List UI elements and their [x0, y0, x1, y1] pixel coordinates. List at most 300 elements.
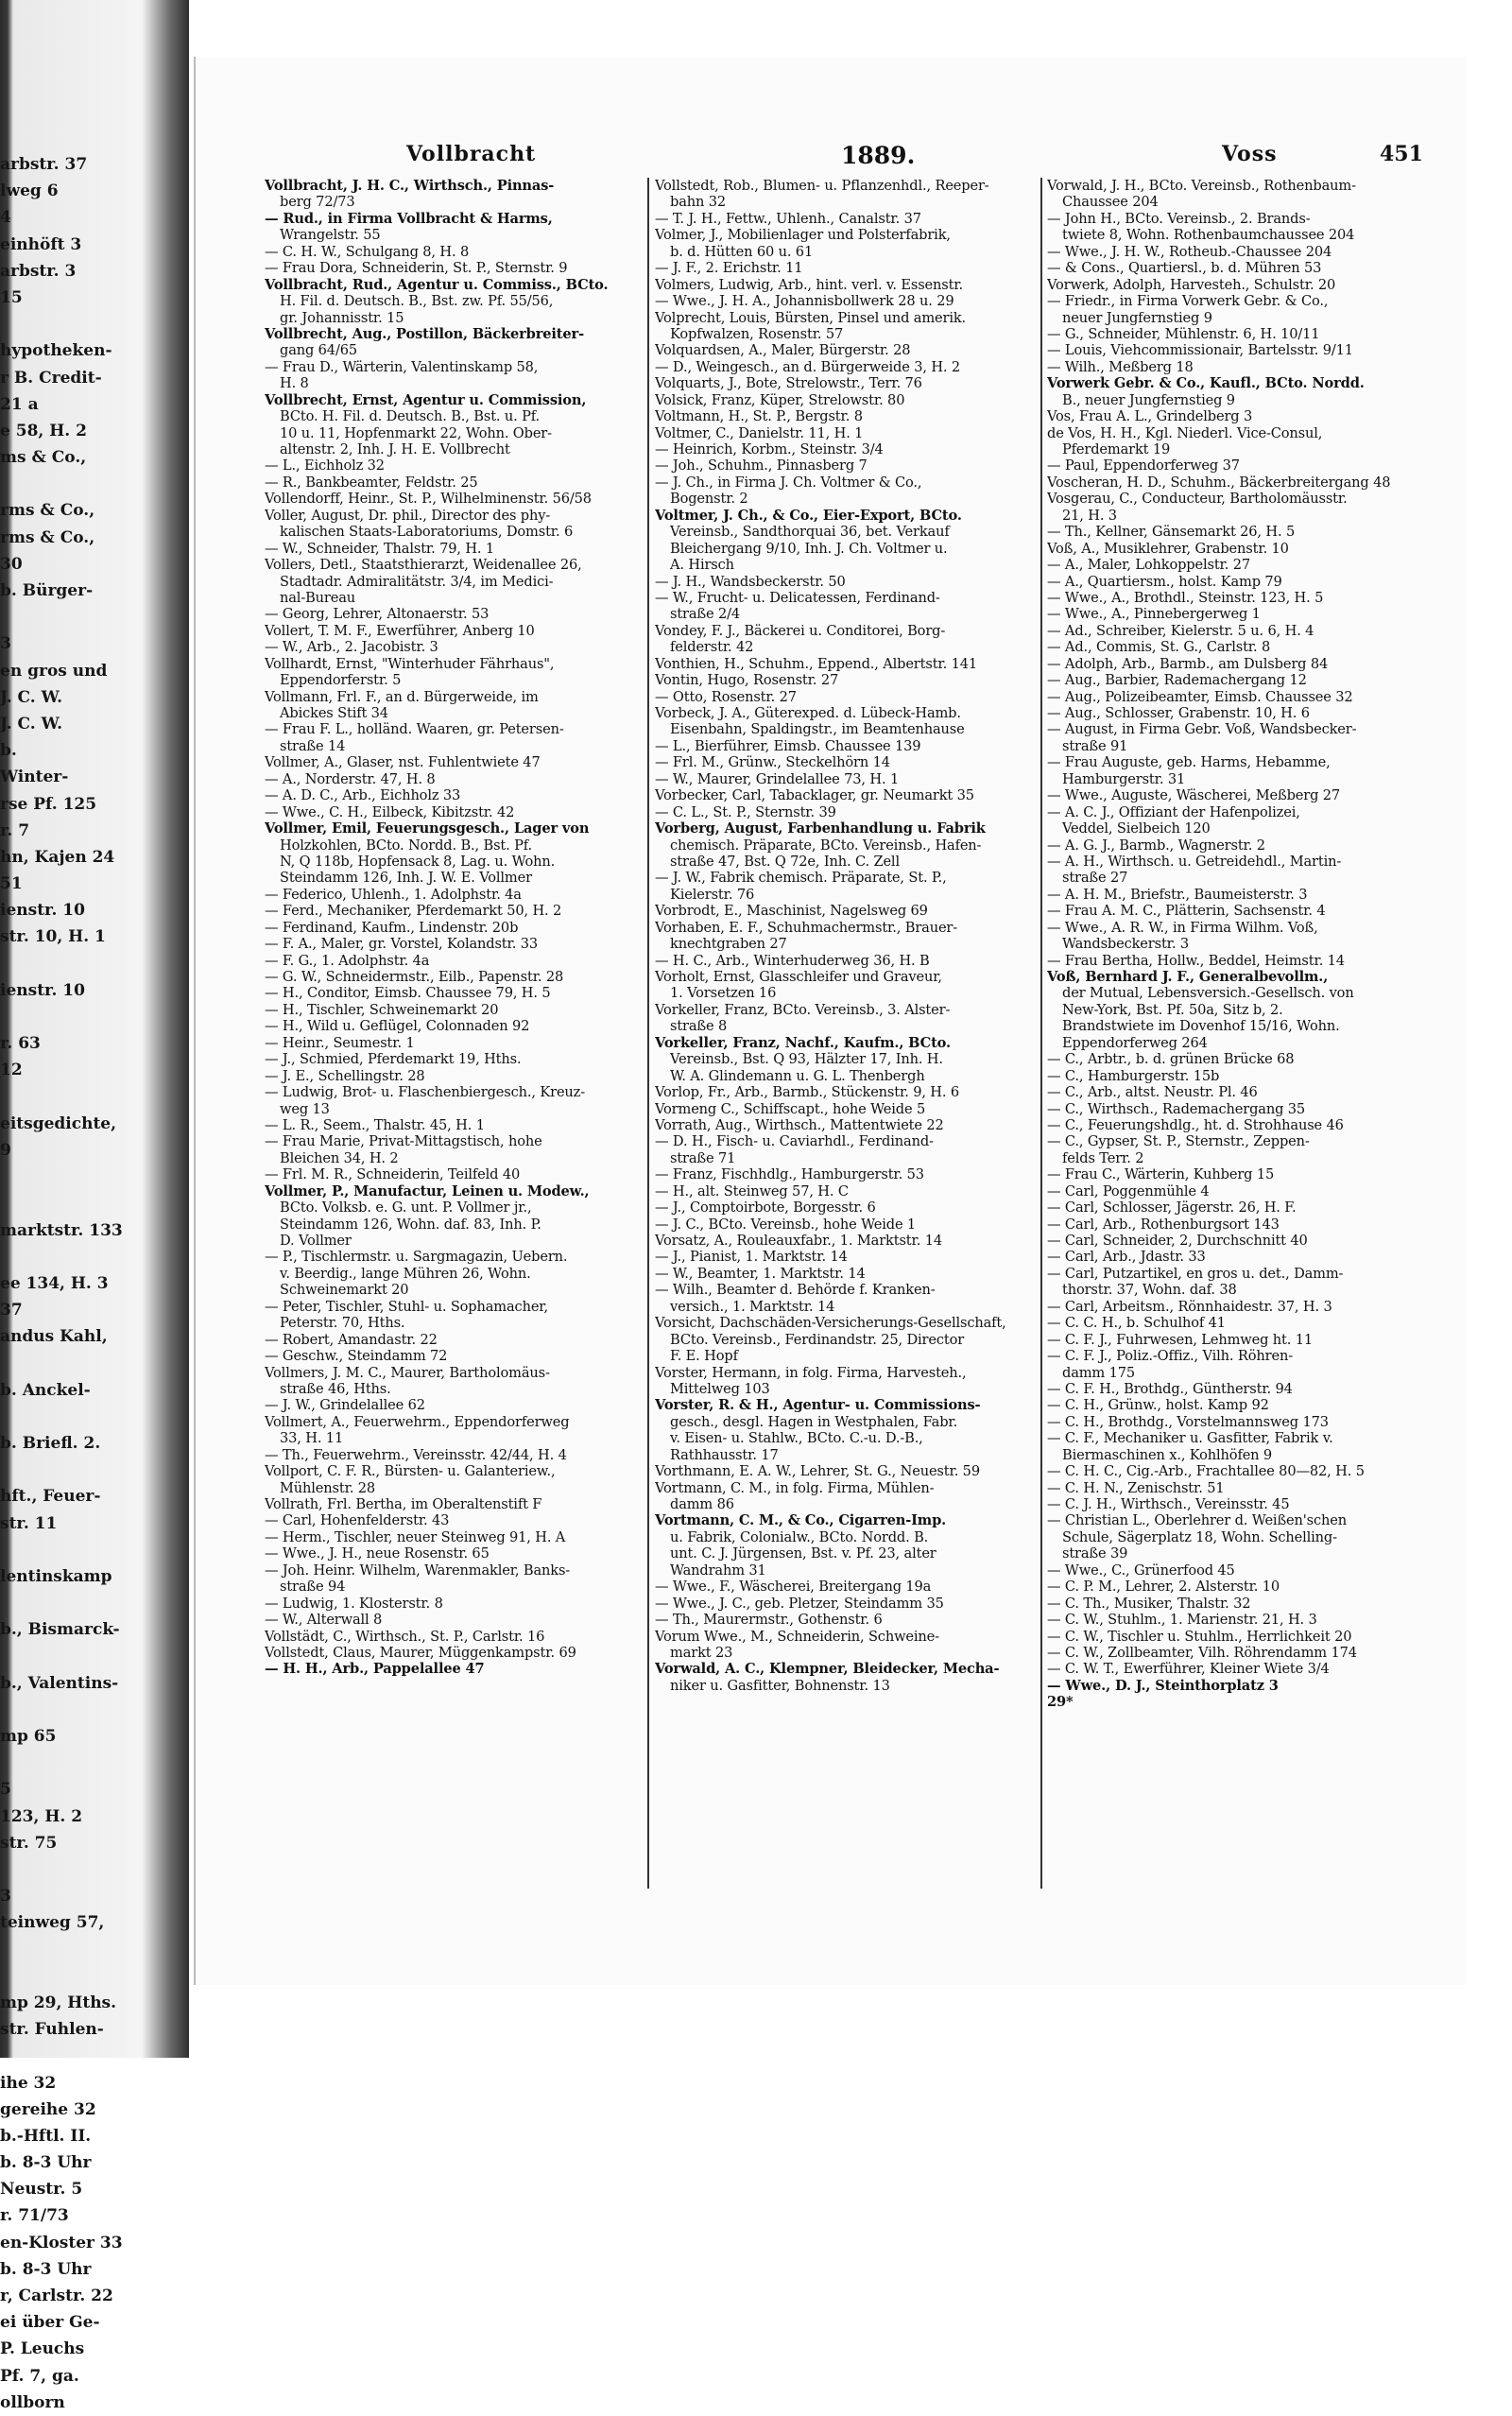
margin-fragment: 123, H. 2: [0, 1806, 83, 1826]
margin-fragment: b., Valentins-: [0, 1673, 119, 1693]
margin-fragment: [0, 1963, 175, 1990]
directory-entry: — & Cons., Quartiersl., b. d. Mühren 53: [1047, 260, 1322, 277]
directory-entry: — Geschw., Steindamm 72: [265, 1348, 448, 1365]
directory-entry: Vollbrecht, Ernst, Agentur u. Commission,: [265, 391, 587, 408]
directory-entry: Vorwald, J. H., BCto. Vereinsb., Rothenbaum-: [1047, 178, 1356, 194]
directory-entry: Vorbrodt, E., Maschinist, Nagelsweg 69: [655, 903, 928, 920]
directory-entry: — C. F. J., Fuhrwesen, Lehmweg ht. 11: [1047, 1331, 1313, 1348]
entry-continuation-line: gang 64/65: [280, 342, 357, 359]
entry-continuation-line: Steindamm 126, Wohn. daf. 83, Inh. P.: [280, 1216, 541, 1233]
directory-entry: — Aug., Barbier, Rademachergang 12: [1047, 672, 1307, 689]
directory-entry: — C., Wirthsch., Rademachergang 35: [1047, 1100, 1306, 1117]
directory-entry: — Ferd., Mechaniker, Pferdemarkt 50, H. 2: [265, 903, 562, 920]
directory-entry: — Wwe., Auguste, Wäscherei, Meßberg 27: [1047, 787, 1341, 804]
directory-entry: — H., Wild u. Geflügel, Colonnaden 92: [265, 1018, 530, 1035]
directory-entry: — Th., Kellner, Gänsemarkt 26, H. 5: [1047, 524, 1296, 541]
margin-fragment: r, Carlstr. 22: [0, 2287, 113, 2305]
directory-entry: — Carl, Poggenmühle 4: [1047, 1182, 1210, 1199]
entry-continuation-line: N, Q 118b, Hopfensack 8, Lag. u. Wohn.: [280, 853, 556, 870]
margin-fragment: Winter-: [0, 768, 69, 787]
entry-continuation-line: BCto. Volksb. e. G. unt. P. Vollmer jr.,: [280, 1199, 532, 1217]
directory-entry: Vonthien, H., Schuhm., Eppend., Albertstr. 141: [655, 655, 978, 672]
directory-entry: — A., Norderstr. 47, H. 8: [265, 770, 436, 787]
directory-entry: — Wwe., J. C., geb. Pletzer, Steindamm 35: [655, 1595, 944, 1612]
entry-continuation-line: Biermaschinen x., Kohlhöfen 9: [1062, 1446, 1273, 1463]
entry-continuation-line: F. E. Hopf: [670, 1348, 738, 1365]
entry-continuation-line: knechtgraben 27: [670, 936, 787, 953]
directory-entry: — A. C. J., Offiziant der Hafenpolizei,: [1047, 803, 1300, 820]
directory-entry: — L., Eichholz 32: [265, 457, 385, 475]
entry-continuation-line: straße 46, Hths.: [280, 1380, 391, 1397]
margin-fragment: [0, 1164, 175, 1190]
directory-entry: — F. A., Maler, gr. Vorstel, Kolandstr. 33: [265, 936, 538, 953]
entry-continuation-line: Vereinsb., Bst. Q 93, Hälzter 17, Inh. H.: [670, 1051, 943, 1068]
margin-fragment: teinweg 57,: [0, 1913, 105, 1933]
entry-continuation-line: Chaussee 204: [1062, 194, 1159, 211]
directory-entry: — Th., Feuerwehrm., Vereinsstr. 42/44, H. 4: [265, 1446, 567, 1463]
directory-entry: — Frau Bertha, Hollw., Beddel, Heimstr. 14: [1047, 952, 1345, 969]
directory-entry: de Vos, H. H., Kgl. Niederl. Vice-Consul,: [1047, 424, 1323, 441]
directory-entry: — Carl, Arbeitsm., Rönnhaidestr. 37, H. 3: [1047, 1298, 1332, 1315]
directory-entry: — Georg, Lehrer, Altonaerstr. 53: [265, 606, 490, 623]
entry-continuation-line: straße 91: [1062, 737, 1128, 754]
directory-entry: — Wwe., C., Grünerfood 45: [1047, 1562, 1235, 1579]
directory-entry: — Heinr., Seumestr. 1: [265, 1034, 415, 1051]
entry-continuation-line: 33, H. 11: [280, 1430, 344, 1447]
entry-continuation-line: weg 13: [280, 1100, 330, 1117]
directory-entry: Vollbrecht, Aug., Postillon, Bäckerbreiter-: [265, 325, 584, 342]
entry-continuation-line: Wandsbeckerstr. 3: [1062, 936, 1190, 953]
directory-entry: — J. Ch., in Firma J. Ch. Voltmer & Co.,: [655, 474, 922, 491]
entry-continuation-line: damm 86: [670, 1496, 734, 1512]
margin-fragment: 15: [0, 287, 23, 307]
directory-entry: — Joh. Heinr. Wilhelm, Warenmakler, Banks-: [265, 1562, 571, 1579]
margin-fragment: [0, 1084, 175, 1111]
directory-entry: — Paul, Eppendorferweg 37: [1047, 457, 1240, 475]
directory-entry: Vollmer, A., Glaser, nst. Fuhlentwiete 47: [265, 754, 541, 771]
scan-top-margin: [0, 0, 1512, 36]
directory-entry: Vortmann, C. M., in folg. Firma, Mühlen-: [655, 1479, 935, 1496]
directory-entry: Vollport, C. F. R., Bürsten- u. Galanteriew.,: [265, 1463, 556, 1480]
directory-entry: — A. G. J., Barmb., Wagnerstr. 2: [1047, 837, 1265, 854]
directory-entry: Vorkeller, Franz, Nachf., Kaufm., BCto.: [655, 1034, 951, 1051]
margin-fragment: [0, 471, 175, 497]
directory-entry: — C., Feuerungshdlg., ht. d. Strohhause 46: [1047, 1116, 1344, 1133]
margin-fragment: ms & Co.,: [0, 448, 87, 468]
directory-entry: — Frau Auguste, geb. Harms, Hebamme,: [1047, 754, 1331, 771]
margin-fragment: 37: [0, 1301, 23, 1320]
directory-entry: — C. F. J., Poliz.-Offiz., Vilh. Röhren-: [1047, 1348, 1293, 1365]
margin-fragment: b.: [0, 741, 17, 761]
entry-continuation-line: Eppendorferstr. 5: [280, 672, 402, 689]
directory-entry: — Wwe., F., Wäscherei, Breitergang 19a: [655, 1579, 932, 1596]
column-divider-2: [1040, 178, 1042, 1889]
margin-fragment: arbstr. 37: [0, 155, 88, 174]
margin-fragment: 12: [0, 1061, 23, 1080]
directory-entry: — Adolph, Arb., Barmb., am Dulsberg 84: [1047, 655, 1329, 672]
entry-continuation-line: straße 27: [1062, 870, 1128, 887]
directory-entry: — Wwe., C. H., Eilbeck, Kibitzstr. 42: [265, 803, 515, 820]
directory-entry: — C. H., Brothdg., Vorstelmannsweg 173: [1047, 1413, 1329, 1430]
margin-fragment: 4: [0, 208, 11, 228]
entry-continuation-line: Abickes Stift 34: [280, 705, 388, 721]
directory-entry: — C., Hamburgerstr. 15b: [1047, 1067, 1220, 1084]
directory-entry: — W., Beamter, 1. Marktstr. 14: [655, 1265, 866, 1282]
margin-fragment: [0, 604, 175, 630]
directory-entry: Vollmer, P., Manufactur, Leinen u. Modew.,: [265, 1182, 590, 1199]
directory-entry: Vollmer, Emil, Feuerungsgesch., Lager von: [265, 820, 590, 837]
directory-entry: — Frau D., Wärterin, Valentinskamp 58,: [265, 358, 539, 375]
entry-continuation-line: gr. Johannisstr. 15: [280, 309, 404, 326]
directory-entry: — C. F., Mechaniker u. Gasfitter, Fabrik v.: [1047, 1430, 1333, 1447]
directory-entry: Vorholt, Ernst, Glasschleifer und Graveur,: [655, 969, 942, 985]
entry-continuation-line: B., neuer Jungfernstieg 9: [1062, 391, 1235, 408]
directory-entry: Vorsicht, Dachschäden-Versicherungs-Gesellschaft,: [655, 1315, 1006, 1332]
margin-fragment: J. C. W.: [0, 687, 62, 707]
margin-fragment: b.-Hftl. II.: [0, 2126, 92, 2146]
directory-entry: — Wwe., A. R. W., in Firma Wilhm. Voß,: [1047, 919, 1318, 936]
margin-fragment: ienstr. 10: [0, 980, 85, 1000]
directory-entry: Vollmers, J. M. C., Maurer, Bartholomäus-: [265, 1364, 550, 1381]
directory-entry: — Carl, Hohenfelderstr. 43: [265, 1512, 450, 1529]
directory-entry: Vollmann, Frl. F., an d. Bürgerweide, im: [265, 688, 539, 705]
directory-entry: — C. W. T., Ewerführer, Kleiner Wiete 3/4: [1047, 1661, 1330, 1678]
directory-entry: — J. F., 2. Erichstr. 11: [655, 260, 803, 277]
directory-entry: — Christian L., Oberlehrer d. Weißen'schen: [1047, 1512, 1347, 1529]
directory-entry: Vollbracht, Rud., Agentur u. Commiss., BCto.: [265, 276, 609, 293]
entry-continuation-line: Wandrahm 31: [670, 1562, 766, 1579]
entry-continuation-line: berg 72/73: [280, 194, 355, 211]
directory-entry: — A. D. C., Arb., Eichholz 33: [265, 787, 461, 804]
directory-entry: — R., Bankbeamter, Feldstr. 25: [265, 474, 478, 491]
margin-fragment: 3: [0, 1887, 11, 1907]
directory-entry: Voltmann, H., St. P., Bergstr. 8: [655, 408, 863, 425]
directory-entry: — C. Th., Musiker, Thalstr. 32: [1047, 1595, 1251, 1612]
margin-fragment: hypotheken-: [0, 341, 112, 361]
margin-fragment: rms & Co.,: [0, 501, 95, 521]
directory-entry: Volmer, J., Mobilienlager und Polsterfabrik,: [655, 227, 951, 244]
running-head-year: 1889.: [841, 142, 916, 169]
directory-entry: Voller, August, Dr. phil., Director des phy-: [265, 507, 551, 524]
directory-entry: Voß, A., Musiklehrer, Grabenstr. 10: [1047, 540, 1289, 557]
directory-entry: — Frl. M. R., Schneiderin, Teilfeld 40: [265, 1166, 521, 1183]
entry-continuation-line: versich., 1. Marktstr. 14: [670, 1298, 835, 1315]
directory-entry: — Joh., Schuhm., Pinnasberg 7: [655, 457, 868, 475]
margin-fragment: ollborn: [0, 2392, 65, 2412]
entry-continuation-line: straße 94: [280, 1579, 346, 1596]
entry-continuation-line: Schweinemarkt 20: [280, 1282, 409, 1299]
margin-fragment: rse Pf. 125: [0, 794, 97, 814]
margin-fragment: [0, 1856, 175, 1883]
directory-entry: Vorster, Hermann, in folg. Firma, Harvesteh.,: [655, 1364, 967, 1381]
directory-entry: Vorwald, A. C., Klempner, Bleidecker, Mecha-: [655, 1661, 1000, 1678]
entry-continuation-line: A. Hirsch: [670, 557, 734, 574]
entry-continuation-line: H. Fil. d. Deutsch. B., Bst. zw. Pf. 55/56,: [280, 293, 554, 310]
directory-entry: — Wwe., A., Pinnebergerweg 1: [1047, 606, 1261, 623]
directory-entry: Vorkeller, Franz, BCto. Vereinsb., 3. Alster-: [655, 1001, 951, 1018]
directory-entry: — C., Gypser, St. P., Sternstr., Zeppen-: [1047, 1133, 1310, 1150]
margin-fragment: 30: [0, 554, 23, 574]
margin-fragment: [0, 1750, 175, 1776]
margin-fragment: mp 65: [0, 1727, 57, 1747]
entry-continuation-line: W. A. Glindemann u. G. L. Thenbergh: [670, 1067, 925, 1084]
directory-entry: Vos, Frau A. L., Grindelberg 3: [1047, 408, 1253, 425]
entry-continuation-line: straße 39: [1062, 1545, 1128, 1562]
directory-entry: — H. H., Arb., Pappelallee 47: [265, 1661, 485, 1678]
entry-continuation-line: straße 71: [670, 1149, 736, 1166]
directory-entry: — Rud., in Firma Vollbracht & Harms,: [265, 210, 553, 227]
entry-continuation-line: neuer Jungfernstieg 9: [1062, 309, 1212, 326]
running-head-right: Voss: [1222, 142, 1278, 166]
directory-entry: — Herm., Tischler, neuer Steinweg 91, H. A: [265, 1528, 566, 1545]
margin-fragment: [0, 311, 175, 337]
directory-entry: Vortmann, C. M., & Co., Cigarren-Imp.: [655, 1512, 947, 1529]
directory-entry: — August, in Firma Gebr. Voß, Wandsbecker-: [1047, 721, 1357, 738]
entry-continuation-line: straße 2/4: [670, 606, 741, 623]
margin-fragment: en gros und: [0, 661, 108, 681]
margin-fragment: einhöft 3: [0, 234, 82, 254]
margin-fragment: ei über Ge-: [0, 2313, 100, 2333]
entry-continuation-line: straße 47, Bst. Q 72e, Inh. C. Zell: [670, 853, 900, 870]
entry-continuation-line: Brandstwiete im Dovenhof 15/16, Wohn.: [1062, 1018, 1340, 1035]
directory-entry: — J. W., Fabrik chemisch. Präparate, St. P.,: [655, 870, 947, 887]
directory-entry: — C. H., Grünw., holst. Kamp 92: [1047, 1397, 1269, 1414]
directory-entry: — Wwe., D. J., Steinthorplatz 3: [1047, 1677, 1279, 1694]
directory-entry: — Ferdinand, Kaufm., Lindenstr. 20b: [265, 919, 519, 936]
directory-entry: — Aug., Polizeibeamter, Eimsb. Chaussee 32: [1047, 688, 1353, 705]
entry-continuation-line: Rathhausstr. 17: [670, 1446, 779, 1463]
margin-fragment: [0, 1697, 175, 1723]
entry-continuation-line: felds Terr. 2: [1062, 1149, 1144, 1166]
directory-entry: — Wwe., J. H. W., Rotheub.-Chaussee 204: [1047, 243, 1332, 260]
margin-fragment: 21 a: [0, 394, 39, 414]
entry-continuation-line: Steindamm 126, Inh. J. W. E. Vollmer: [280, 870, 532, 887]
margin-fragment: hft., Feuer-: [0, 1487, 101, 1507]
directory-entry: — D. H., Fisch- u. Caviarhdl., Ferdinand-: [655, 1133, 934, 1150]
directory-entry: — Frau A. M. C., Plätterin, Sachsenstr. 4: [1047, 903, 1326, 920]
margin-fragment: b. Anckel-: [0, 1380, 91, 1400]
directory-entry: Voltmer, C., Danielstr. 11, H. 1: [655, 424, 864, 441]
directory-entry: — H. C., Arb., Winterhuderweg 36, H. B: [655, 952, 930, 969]
directory-entry: Vollstädt, C., Wirthsch., St. P., Carlstr. 16: [265, 1628, 545, 1645]
entry-continuation-line: straße 8: [670, 1018, 728, 1035]
directory-entry: — C. P. M., Lehrer, 2. Alsterstr. 10: [1047, 1579, 1280, 1596]
directory-entry: — W., Alterwall 8: [265, 1612, 383, 1629]
margin-fragment: rms & Co.,: [0, 527, 95, 547]
directory-entry: — Ludwig, 1. Klosterstr. 8: [265, 1595, 443, 1612]
directory-entry: — Carl, Putzartikel, en gros u. det., Damm-: [1047, 1265, 1344, 1282]
directory-entry: Vormeng C., Schiffscapt., hohe Weide 5: [655, 1100, 926, 1117]
margin-fragment: lweg 6: [0, 181, 59, 201]
margin-fragment: [0, 2043, 175, 2069]
directory-entry: — Franz, Fischhdlg., Hamburgerstr. 53: [655, 1166, 924, 1183]
margin-fragment: b. Briefl. 2.: [0, 1434, 101, 1453]
entry-continuation-line: 21, H. 3: [1062, 507, 1117, 524]
directory-entry: — John H., BCto. Vereinsb., 2. Brands-: [1047, 210, 1311, 227]
directory-entry: — J., Pianist, 1. Marktstr. 14: [655, 1249, 848, 1266]
entry-continuation-line: New-York, Bst. Pf. 50a, Sitz b, 2.: [1062, 1001, 1283, 1018]
directory-entry: — C. H. C., Cig.-Arb., Frachtallee 80—82, H. 5: [1047, 1463, 1365, 1480]
directory-entry: Vollert, T. M. F., Ewerführer, Anberg 10: [265, 622, 535, 639]
margin-fragment: Neustr. 5: [0, 2180, 83, 2200]
directory-entry: — Frau C., Wärterin, Kuhberg 15: [1047, 1166, 1275, 1183]
directory-entry: Vollers, Detl., Staatsthierarzt, Weidenallee 26,: [265, 557, 582, 574]
directory-entry: Vorbeck, J. A., Güterexped. d. Lübeck-Hamb.: [655, 705, 961, 721]
margin-fragment: b. 8-3 Uhr: [0, 2259, 92, 2279]
directory-entry: Vorhaben, E. F., Schuhmachermstr., Brauer-: [655, 919, 958, 936]
margin-fragment: str. 10, H. 1: [0, 927, 106, 947]
margin-fragment: r B. Credit-: [0, 368, 102, 388]
directory-entry: Vollrath, Frl. Bertha, im Oberaltenstift F: [265, 1496, 542, 1512]
entry-continuation-line: Bleichen 34, H. 2: [280, 1149, 399, 1166]
directory-entry: — W., Schneider, Thalstr. 79, H. 1: [265, 540, 495, 557]
directory-column-3: [1047, 178, 1430, 1711]
directory-entry: — A. H., Wirthsch. u. Getreidehdl., Martin-: [1047, 853, 1342, 870]
directory-entry: — J., Comptoirbote, Borgesstr. 6: [655, 1199, 876, 1217]
margin-fragment: J. C. W.: [0, 714, 62, 733]
entry-continuation-line: unt. C. J. Jürgensen, Bst. v. Pf. 23, alter: [670, 1545, 936, 1562]
directory-entry: — F. G., 1. Adolphstr. 4a: [265, 952, 430, 969]
entry-continuation-line: Wrangelstr. 55: [280, 227, 381, 244]
entry-continuation-line: thorstr. 37, Wohn. daf. 38: [1062, 1282, 1237, 1299]
directory-entry: Voscheran, H. D., Schuhm., Bäckerbreitergang 48: [1047, 474, 1391, 491]
directory-entry: Vollendorff, Heinr., St. P., Wilhelminenstr. 56/58: [265, 491, 592, 508]
directory-entry: Vosgerau, C., Conducteur, Bartholomäusstr.: [1047, 491, 1348, 508]
entry-continuation-line: bahn 32: [670, 194, 726, 211]
entry-continuation-line: Hamburgerstr. 31: [1062, 770, 1186, 787]
directory-entry: — Otto, Rosenstr. 27: [655, 688, 797, 705]
directory-entry: — Ad., Commis, St. G., Carlstr. 8: [1047, 639, 1271, 656]
margin-fragment: gereihe 32: [0, 2099, 96, 2119]
entry-continuation-line: Schule, Sägerplatz 18, Wohn. Schelling-: [1062, 1528, 1337, 1545]
directory-column-2: [655, 178, 1038, 1694]
margin-fragment: [0, 1937, 175, 1963]
entry-continuation-line: BCto. H. Fil. d. Deutsch. B., Bst. u. Pf.: [280, 408, 541, 425]
margin-fragment: str. 75: [0, 1833, 58, 1853]
entry-continuation-line: markt 23: [670, 1644, 733, 1661]
margin-fragment: r. 7: [0, 820, 30, 840]
margin-fragment: P. Leuchs: [0, 2339, 85, 2359]
margin-fragment: r. 63: [0, 1034, 41, 1054]
directory-entry: — J. H., Wandsbeckerstr. 50: [655, 573, 846, 590]
directory-entry: — Aug., Schlosser, Grabenstr. 10, H. 6: [1047, 705, 1310, 721]
directory-entry: — J., Schmied, Pferdemarkt 19, Hths.: [265, 1051, 522, 1068]
entry-continuation-line: D. Vollmer: [280, 1233, 352, 1249]
directory-entry: — Ludwig, Brot- u. Flaschenbiergesch., Kreuz-: [265, 1084, 585, 1101]
entry-continuation-line: niker u. Gasfitter, Bohnenstr. 13: [670, 1677, 890, 1694]
directory-entry: — C. W., Zollbeamter, Vilh. Röhrendamm 174: [1047, 1644, 1357, 1661]
directory-entry: — Wwe., A., Brothdl., Steinstr. 123, H. 5: [1047, 589, 1324, 606]
margin-fragment: ee 134, H. 3: [0, 1273, 109, 1293]
directory-entry: — C. H. N., Zenischstr. 51: [1047, 1479, 1225, 1496]
directory-entry: — C. J. H., Wirthsch., Vereinsstr. 45: [1047, 1496, 1290, 1512]
margin-fragment: [0, 1644, 175, 1670]
directory-entry: Vollbracht, J. H. C., Wirthsch., Pinnas-: [265, 178, 555, 194]
directory-entry: — Frl. M., Grünw., Steckelhörn 14: [655, 754, 890, 771]
margin-fragment: arbstr. 3: [0, 261, 77, 281]
directory-entry: — T. J. H., Fettw., Uhlenh., Canalstr. 37: [655, 210, 921, 227]
margin-fragment: ienstr. 10: [0, 901, 85, 921]
directory-entry: — C. W., Stuhlm., 1. Marienstr. 21, H. 3: [1047, 1612, 1317, 1629]
entry-continuation-line: Stadtadr. Admiralitätstr. 3/4, im Medici-: [280, 573, 554, 590]
entry-continuation-line: altenstr. 2, Inh. J. H. E. Vollbrecht: [280, 441, 510, 457]
margin-fragment: [0, 1537, 175, 1563]
directory-entry: Vontin, Hugo, Rosenstr. 27: [655, 672, 839, 689]
margin-fragment: str. Fuhlen-: [0, 2020, 104, 2040]
directory-entry: — P., Tischlermstr. u. Sargmagazin, Uebern.: [265, 1249, 568, 1266]
directory-entry: Vollhardt, Ernst, "Winterhuder Fährhaus",: [265, 655, 555, 672]
entry-continuation-line: Eisenbahn, Spaldingstr., im Beamtenhause: [670, 721, 965, 738]
directory-entry: — W., Frucht- u. Delicatessen, Ferdinand-: [655, 589, 940, 606]
margin-fragment: [0, 1350, 175, 1376]
margin-fragment: [0, 1244, 175, 1270]
entry-continuation-line: H. 8: [280, 375, 309, 392]
entry-continuation-line: damm 175: [1062, 1364, 1136, 1381]
entry-continuation-line: Peterstr. 70, Hths.: [280, 1315, 405, 1332]
directory-entry: — J. W., Grindelallee 62: [265, 1397, 425, 1414]
margin-fragment: [0, 1457, 175, 1483]
directory-entry: Vollstedt, Rob., Blumen- u. Pflanzenhdl., Reeper-: [655, 178, 989, 194]
directory-column-1: [265, 178, 643, 1678]
directory-entry: — Th., Maurermstr., Gothenstr. 6: [655, 1612, 883, 1629]
directory-entry: Vorberg, August, Farbenhandlung u. Fabrik: [655, 820, 986, 837]
directory-entry: Voß, Bernhard J. F., Generalbevollm.,: [1047, 969, 1329, 985]
directory-entry: — G., Schneider, Mühlenstr. 6, H. 10/11: [1047, 325, 1320, 342]
directory-entry: Vondey, F. J., Bäckerei u. Conditorei, Borg-: [655, 622, 946, 639]
directory-entry: — Wwe., J. H., neue Rosenstr. 65: [265, 1545, 490, 1562]
directory-entry: — Federico, Uhlenh., 1. Adolphstr. 4a: [265, 886, 522, 903]
margin-fragment: 9: [0, 1140, 11, 1160]
entry-continuation-line: Kopfwalzen, Rosenstr. 57: [670, 325, 844, 342]
directory-entry: — C. L., St. P., Sternstr. 39: [655, 803, 836, 820]
margin-fragment: [0, 1004, 175, 1030]
entry-continuation-line: Vereinsb., Sandthorquai 36, bet. Verkauf: [670, 524, 950, 541]
directory-entry: Volquarts, J., Bote, Strelowstr., Terr. 76: [655, 375, 922, 392]
directory-entry: Vorlop, Fr., Arb., Barmb., Stückenstr. 9, H. 6: [655, 1084, 959, 1101]
directory-entry: — H., Conditor, Eimsb. Chaussee 79, H. 5: [265, 985, 551, 1002]
margin-fragment: [0, 1190, 175, 1217]
directory-entry: Volprecht, Louis, Bürsten, Pinsel und amerik.: [655, 309, 967, 326]
entry-continuation-line: Kielerstr. 76: [670, 886, 755, 903]
directory-entry: Vorwerk Gebr. & Co., Kaufl., BCto. Nordd.: [1047, 375, 1365, 392]
entry-continuation-line: BCto. Vereinsb., Ferdinandstr. 25, Director: [670, 1331, 965, 1348]
margin-fragment: [0, 1590, 175, 1616]
directory-entry: — J. E., Schellingstr. 28: [265, 1067, 425, 1084]
entry-continuation-line: Mittelweg 103: [670, 1380, 770, 1397]
margin-fragment: 3: [0, 634, 11, 654]
margin-fragment: 51: [0, 874, 23, 894]
directory-entry: Vorwerk, Adolph, Harvesteh., Schulstr. 20: [1047, 276, 1336, 293]
directory-entry: — G. W., Schneidermstr., Eilb., Papenstr. 28: [265, 969, 564, 985]
entry-continuation-line: Bogenstr. 2: [670, 491, 748, 508]
directory-entry: Voltmer, J. Ch., & Co., Eier-Export, BCto.: [655, 507, 962, 524]
directory-entry: — Frau F. L., holländ. Waaren, gr. Petersen-: [265, 721, 564, 738]
entry-continuation-line: b. d. Hütten 60 u. 61: [670, 243, 814, 260]
entry-continuation-line: 1. Vorsetzen 16: [670, 985, 777, 1002]
directory-entry: — Heinrich, Korbm., Steinstr. 3/4: [655, 441, 884, 457]
entry-continuation-line: v. Beerdig., lange Mühren 26, Wohn.: [280, 1265, 531, 1282]
directory-entry: Vorsatz, A., Rouleauxfabr., 1. Marktstr. 14: [655, 1233, 942, 1249]
margin-fragment: mp 29, Hths.: [0, 1993, 117, 2012]
directory-entry: — W., Maurer, Grindelallee 73, H. 1: [655, 770, 900, 787]
directory-entry: Volmers, Ludwig, Arb., hint. verl. v. Essenstr.: [655, 276, 964, 293]
margin-fragment: b., Bismarck-: [0, 1620, 120, 1640]
column-divider-1: [647, 178, 649, 1889]
entry-continuation-line: chemisch. Präparate, BCto. Vereinsb., Hafen-: [670, 837, 982, 854]
page-header: [265, 142, 1427, 176]
margin-fragment: eitsgedichte,: [0, 1113, 117, 1133]
entry-continuation-line: Bleichergang 9/10, Inh. J. Ch. Voltmer u.: [670, 540, 948, 557]
